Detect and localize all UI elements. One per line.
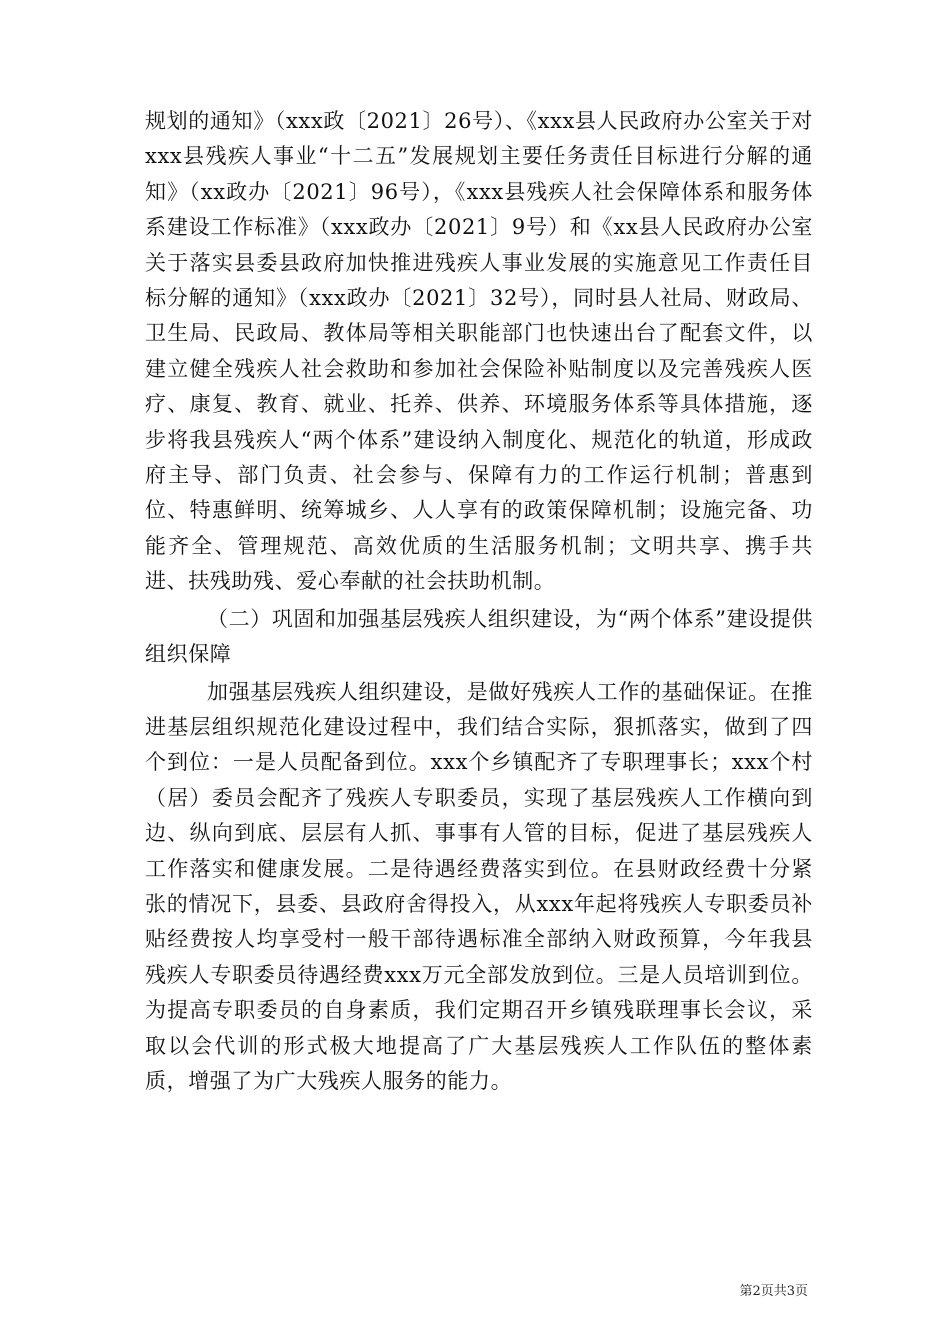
paragraph-section-body: 加强基层残疾人组织建设，是做好残疾人工作的基础保证。在推进基层组织规范化建设过程中，我们结合实际，狠抓落实，做到了四个到位：一是人员配备到位。xxx个乡镇配齐了专职理事长；xxx个村（居）委员会配齐了残疾人专职委员，实现了基层残疾人工作横向到边、纵向到底、层层有人抓、事事有人管的目标，促进了基层残疾人工作落实和健康发展。二是待遇经费落实到位。在县财政经费十分紧张的情况下，县委、县政府舍得投入，从xxx年起将残疾人专职委员补贴经费按人均享受村一般干部待遇标准全部纳入财政预算，今年我县残疾人专职委员待遇经费xxx万元全部发放到位。三是人员培训到位。为提高专职委员的自身素质，我们定期召开乡镇残联理事长会议，采取以会代训的形式极大地提高了广大基层残疾人工作队伍的整体素质，增强了为广大残疾人服务的能力。	[145, 679, 813, 1093]
section-heading: （二）巩固和加强基层残疾人组织建设，为“两个体系”建设提供组织保障	[145, 606, 813, 667]
document-body	[145, 104, 813, 1099]
page-number: 第2页共3页	[739, 1284, 808, 1299]
paragraph-continuation: 规划的通知》（xxx政〔2021〕26号）、《xxx县人民政府办公室关于对xxx县残疾人事业“十二五”发展规划主要任务责任目标进行分解的通知》（xx政办〔2021〕96号），《xxx县残疾人社会保障体系和服务体系建设工作标准》（xxx政办〔2021〕9号）和《xx县人民政府办公室关于落实县委县政府加快推进残疾人事业发展的实施意见工作责任目标分解的通知》（xxx政办〔2021〕32号），同时县人社局、财政局、卫生局、民政局、教体局等相关职能部门也快速出台了配套文件，以建立健全残疾人社会救助和参加社会保险补贴制度以及完善残疾人医疗、康复、教育、就业、托养、供养、环境服务体系等具体措施，逐步将我县残疾人“两个体系”建设纳入制度化、规范化的轨道，形成政府主导、部门负责、社会参与、保障有力的工作运行机制；普惠到位、特惠鲜明、统筹城乡、人人享有的政策保障机制；设施完备、功能齐全、管理规范、高效优质的生活服务机制；文明共享、携手共进、扶残助残、爱心奉献的社会扶助机制。	[145, 109, 813, 594]
